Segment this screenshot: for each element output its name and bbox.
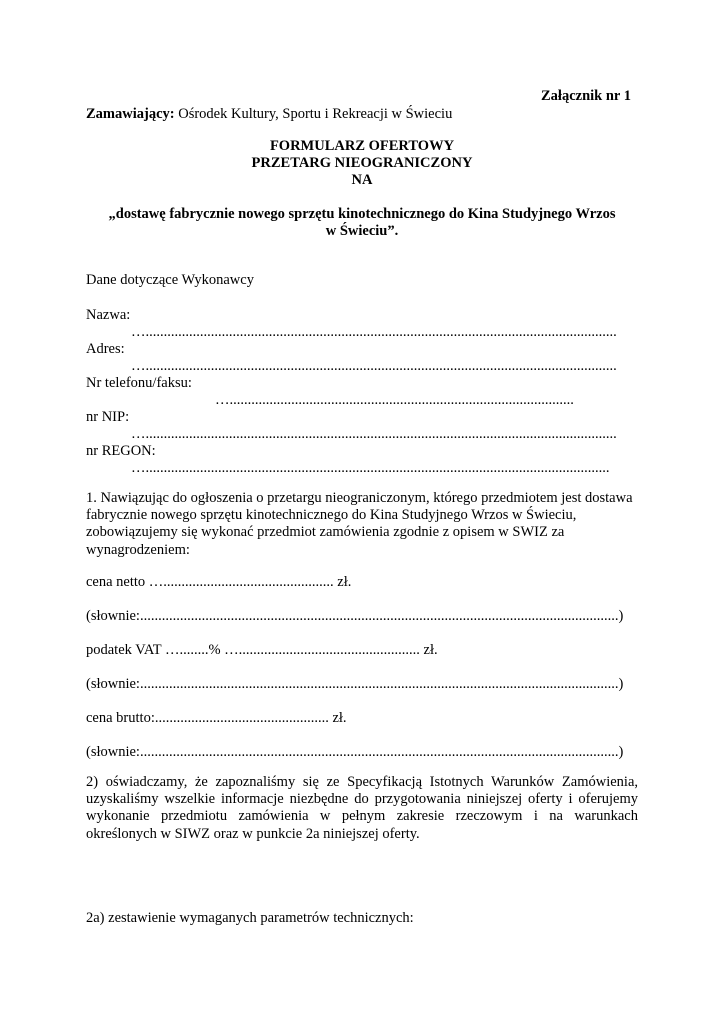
contractor-heading: Dane dotyczące Wykonawcy	[86, 272, 254, 288]
name-label: Nazwa:	[86, 307, 131, 323]
form-title: FORMULARZ OFERTOWY	[269, 138, 455, 154]
net-price-field[interactable]: cena netto …............................................... zł.	[86, 574, 352, 590]
subject-line-1: „dostawę fabrycznie nowego sprzętu kinotechnicznego do Kina Studyjnego Wrzos	[108, 206, 616, 222]
net-price-words-field[interactable]: (słownie:....................................................................................................................................)	[86, 608, 624, 624]
section-1-text: 1. Nawiązując do ogłoszenia o przetargu nieograniczonym, którego przedmiotem jest dostawa fabrycznie nowego sprzętu kinotechnicznego do Kina Studyjnego Wrzos w Świeciu, zobowiązujemy się wykonać przedmiot zamówienia zgodnie z opisem w SWIZ za wynagrodzeniem:	[86, 490, 633, 558]
nip-field[interactable]: …..................................................................................................................................	[131, 426, 617, 442]
name-field[interactable]: …..................................................................................................................................	[131, 324, 617, 340]
orderer-label: Zamawiający:	[86, 106, 175, 122]
orderer-line	[86, 106, 452, 123]
section-2-text: 2) oświadczamy, że zapoznaliśmy się ze Specyfikacją Istotnych Warunków Zamówienia, uzyskaliśmy wszelkie informacje niezbędne do przygotowania niniejszej oferty i oferujemy wykonanie przedmiotu zamówienia w pełnym zakresie rzeczowym i na warunkach określonych w SIWZ oraz w punkcie 2a niniejszej oferty.	[86, 774, 638, 842]
orderer-value: Ośrodek Kultury, Sportu i Rekreacji w Świeciu	[174, 106, 453, 122]
title-na: NA	[351, 172, 373, 188]
regon-label: nr REGON:	[86, 443, 156, 459]
gross-price-words-field[interactable]: (słownie:....................................................................................................................................)	[86, 744, 624, 760]
address-field[interactable]: …..................................................................................................................................	[131, 358, 617, 374]
vat-field[interactable]: podatek VAT …........% ….................................................. zł.	[86, 642, 438, 658]
regon-field[interactable]: …................................................................................................................................	[131, 460, 610, 476]
phone-label: Nr telefonu/faksu:	[86, 375, 192, 391]
nip-label: nr NIP:	[86, 409, 130, 425]
attachment-number: Załącznik nr 1	[541, 88, 631, 104]
phone-field[interactable]: …...............................................................................................	[215, 392, 574, 408]
gross-price-field[interactable]: cena brutto:................................................ zł.	[86, 710, 347, 726]
section-2a-text: 2a) zestawienie wymaganych parametrów technicznych:	[86, 910, 414, 926]
vat-words-field[interactable]: (słownie:....................................................................................................................................)	[86, 676, 624, 692]
tender-type: PRZETARG NIEOGRANICZONY	[251, 155, 473, 171]
subject-line-2: w Świeciu”.	[325, 223, 399, 239]
address-label: Adres:	[86, 341, 125, 357]
